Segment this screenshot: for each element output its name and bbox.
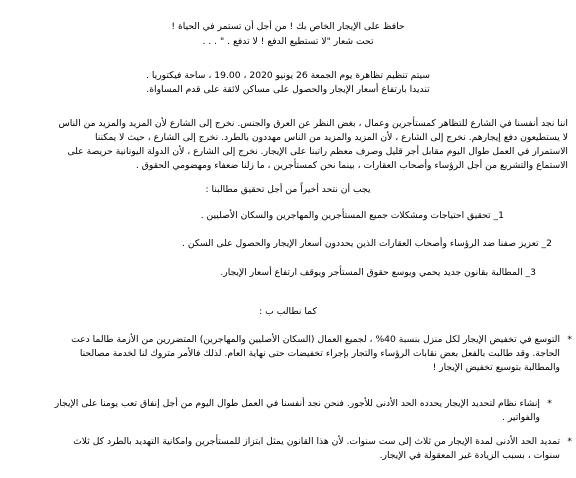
announcement-line-1: سيتم تنظيم تظاهرة يوم الجمعة 26 يونيو 2020 ، 19.00 ، ساحة فيكتوريا . [146,70,430,81]
header-line-2: تحت شعار "لا تستطيع الدفع ! لا تدفع . " . . . [202,36,374,47]
demand-item-1: 1_ تحقيق احتياجات ومشكلات جميع المستأجرين والمهاجرين والسكان الأصليين . [200,210,504,221]
point-3-line-2: سنوات ، بسبب الزيادة غير المعقولة في الإيجار. [379,450,560,461]
we-demand-heading: كما نطالب ب : [259,306,317,317]
announcement-line-2: تنديدا بارتفاع أسعار الإيجار والحصول على مساكن لائقة على قدم المساواة. [146,84,430,95]
point-1-line-1: التوسع في تخفيض الإيجار لكل منزل بنسبة 40% ، لجميع العمال (السكان الأصليين والمهاجرين) المتضررين من الأزمة طالما دعت [71,334,560,345]
point-2-line-1: إنشاء نظام لتحديد الإيجار يحدده الحد الأدنى للأجور. فنحن نجد أنفسنا في العمل طوال اليوم من أجل إنفاق تعب يومنا على الإيجار [54,398,540,409]
point-2-line-2: والفواتير . [502,412,540,423]
point-3-line-1: تمديد الحد الأدنى لمدة الإيجار من ثلاث إلى ست سنوات. لأن هذا القانون يمثل ابتزاز للمستأجرين وامكانية التهديد بالطرد كل ثلاث [73,436,560,447]
point-1-line-3: والمطالبة بتوسيع تخفيض الإيجار ! [432,362,560,373]
intro-line-1: اننا نجد أنفسنا في الشارع للتظاهر كمستأجرين وعمال ، بغض النظر عن العرق والجنس. نخرج إلى الشارع لأن المزيد والمزيد من الناس [58,118,568,129]
bullet-2: * [547,398,552,409]
intro-line-4: الاستماع والتشريع من أجل الرؤساء وأصحاب العقارات ، بينما نحن كمستأجرين ، ما زلنا ضعفاء ومهضومي الحقوق . [135,160,568,171]
header-line-1: حافظ على الإيجار الخاص بك ! من أجل أن تستمر في الحياة ! [171,21,405,32]
bullet-1: * [567,334,572,345]
bullet-3: * [567,436,572,447]
intro-line-3: الاستمرار في العمل طوال اليوم مقابل أجر قليل وصرف معظم راتبنا على الإيجار. نخرج إلى الشارع ، لأن الدولة اليونانية حريصة على [67,146,568,157]
demand-item-3: 3_ المطالبة بقانون جديد يحمي ويوسع حقوق المستأجر ويوقف ارتفاع أسعار الإيجار. [220,267,536,278]
intro-line-2: لا يستطيعون دفع إيجارهم. نخرج إلى الشارع ، لأن المزيد والمزيد من الناس مهددون بالطرد. نخرج إلى الشارع ، حيث لا يمكننا [94,132,568,143]
point-1-line-2: الحاجة. وقد طالبت بالفعل بعض نقابات الرؤساء والتجار بإجراء تخفيضات حتى نهاية العام. لذلك فالأمر متروك لنا لخدمة مصالحنا [79,348,560,359]
demands-heading: يجب أن نتحد أخيراً من أجل تحقيق مطالبنا : [205,184,371,195]
demand-item-2: 2_ تعزيز صفنا ضد الرؤساء وأصحاب العقارات الذين يحددون أسعار الإيجار والحصول على السكن . [182,238,552,249]
